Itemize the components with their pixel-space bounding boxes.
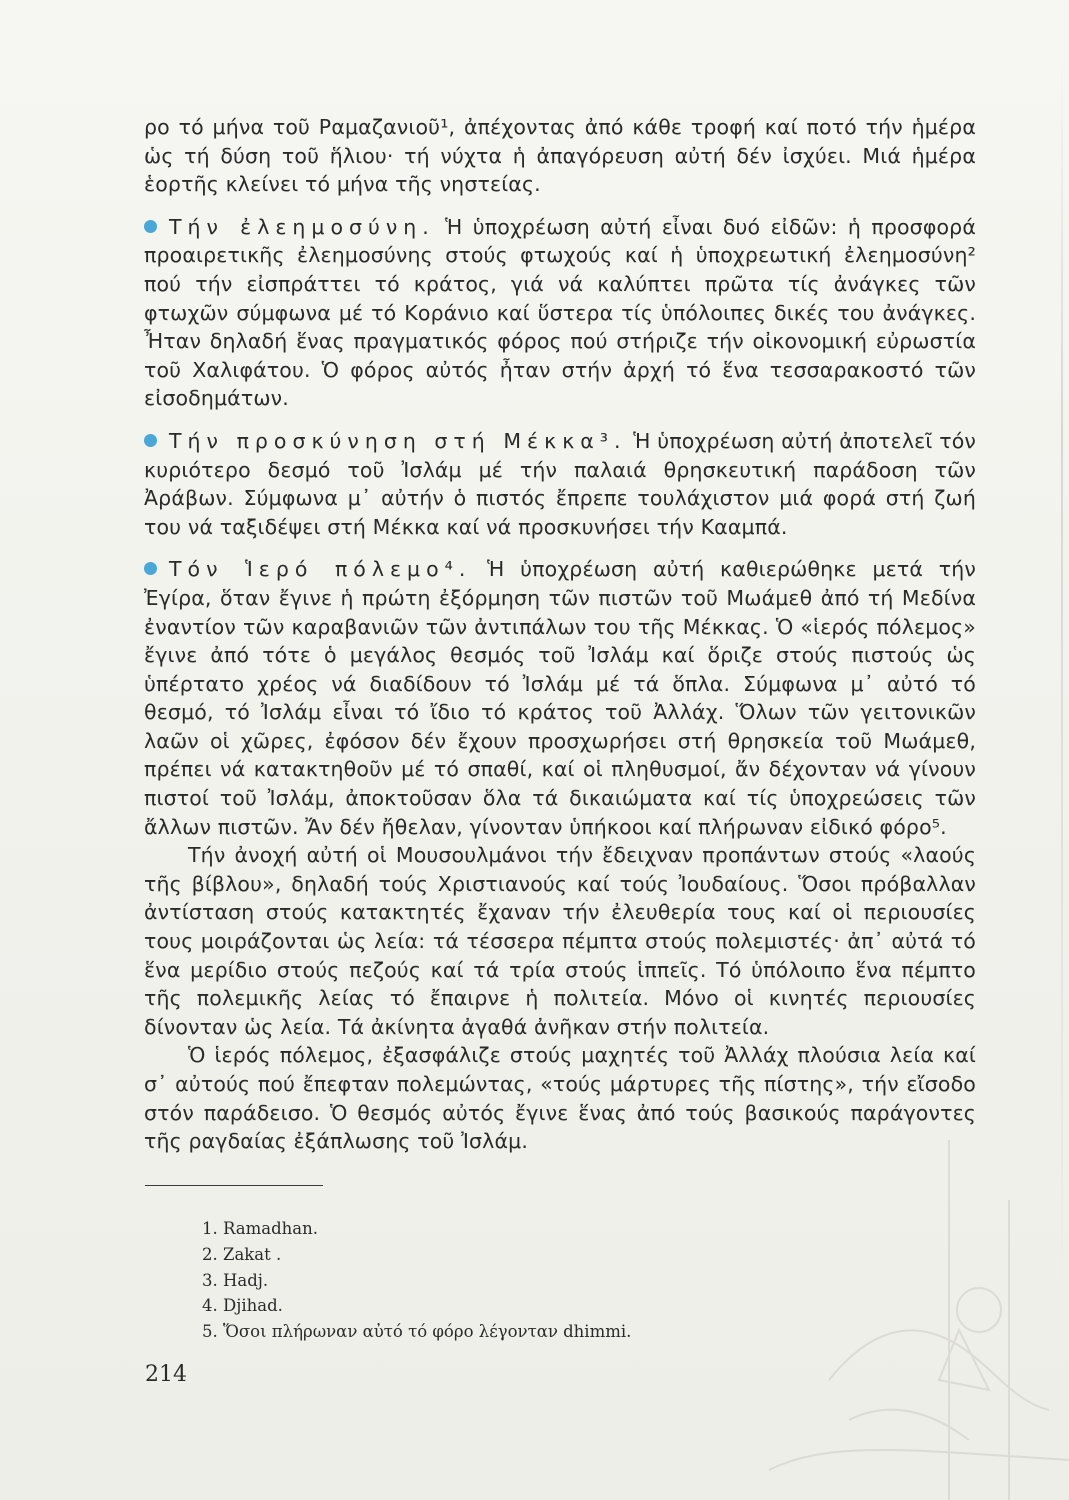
fasting-paragraph: ρο τό μήνα τοῦ Ραμαζανιοῦ¹, ἀπέχοντας ἀπό κάθε τροφή καί ποτό τήν ἡμέρα ὡς τή δύση τοῦ ἥλιου· τή νύχτα ἡ ἀπαγόρευση αὐτή δέν ἰσχύει. Μιά ἡμέρα ἑορτῆς κλείνει τό μήνα τῆς νηστείας. bbox=[144, 115, 976, 197]
footnote: 1. Ramadhan. bbox=[202, 1219, 319, 1238]
page-edge-shadow bbox=[1061, 60, 1063, 1300]
footnote: 2. Zakat . bbox=[202, 1244, 282, 1264]
holy-war-paragraph: Ὁ ἱερός πόλεμος, ἐξασφάλιζε στούς μαχητές τοῦ Ἀλλάχ πλούσια λεία καί σ᾽ αὐτούς πού ἔπεφταν πολεμώντας, «τούς μάρτυρες τῆς πίστης», τήν εἴσοδο στόν παράδεισο. Ὁ θεσμός αὐτός ἔγινε ἕνας ἀπό τούς βασικούς παράγοντες τῆς ραγδαίας ἐξάπλωσης τοῦ Ἰσλάμ. bbox=[144, 1043, 976, 1154]
main-text bbox=[144, 113, 976, 1156]
footnote: 3. Hadj. bbox=[202, 1270, 269, 1290]
footnote: 5. Ὅσοι πλήρωναν αὐτό τό φόρο λέγονταν dhimmi. bbox=[202, 1322, 632, 1342]
page-number: 214 bbox=[145, 1362, 187, 1387]
duty-title: Τήν ἐλεημοσύνη. bbox=[169, 214, 435, 239]
duty-title: Τήν προσκύνηση στή Μέκκα³. bbox=[169, 428, 627, 453]
bullet-icon bbox=[144, 562, 157, 575]
duty-title: Τόν Ἱερό πόλεμο⁴. bbox=[169, 557, 472, 582]
faded-illustration-watermark bbox=[649, 1080, 1069, 1500]
bullet-icon bbox=[144, 220, 157, 233]
duty-holy-war bbox=[144, 555, 976, 841]
tolerance-paragraph: Τήν ἀνοχή αὐτή οἱ Μουσουλμάνοι τήν ἔδειχναν προπάντων στούς «λαούς τῆς βίβλου», δηλαδή τούς Χριστιανούς καί τούς Ἰουδαίους. Ὅσοι πρόβαλλαν ἀντίσταση στούς κατακτητές ἔχαναν τήν ἐλευθερία τους καί οἱ περιουσίες τους μοιράζονται ὡς λεία: τά τέσσερα πέμπτα στούς πολεμιστές· ἀπ᾽ αὐτά τό ἕνα μερίδιο στούς πεζούς καί τά τρία στούς ἱππεῖς. Τό ὑπόλοιπο ἕνα πέμπτο τῆς πολεμικῆς λείας τό ἔπαιρνε ἡ πολιτεία. Μόνο οἱ κινητές περιουσίες δίνονταν ὡς λεία. Τά ἀκίνητα ἀγαθά ἀνῆκαν στήν πολιτεία. bbox=[144, 843, 976, 1039]
duty-text: Ἡ ὑποχρέωση αὐτή εἶναι δυό εἰδῶν: ἡ προσφορά προαιρετικῆς ἐλεημοσύνης στούς φτωχούς καί ἡ ὑποχρεωτική ἐλεημοσύνη² πού τήν εἰσπράττει τό κράτος, γιά νά καλύπτει πρῶτα τίς ἀνάγκες τῶν φτωχῶν σύμφωνα μέ τό Κοράνιο καί ὕστερα τίς ὑπόλοιπες δικές του ἀνάγκες. Ἦταν δηλαδή ἕνας πραγματικός φόρος πού στήριζε τήν οἰκονομική εὐρωστία τοῦ Χαλιφάτου. Ὁ φόρος αὐτός ἦταν στήν ἀρχή τό ἕνα τεσσαρακοστό τῶν εἰσοδημάτων. bbox=[144, 214, 977, 411]
duty-pilgrimage bbox=[144, 427, 976, 541]
duty-text: Ἡ ὑποχρέωση αὐτή καθιερώθηκε μετά τήν Ἐγίρα, ὅταν ἔγινε ἡ πρώτη ἐξόρμηση τῶν πιστῶν τοῦ Μωάμεθ ἀπό τή Μεδίνα ἐναντίον τῶν καραβανιῶν τῶν ἀντιπάλων του τῆς Μέκκας. Ὁ «ἱερός πόλεμος» ἔγινε ἀπό τότε ὁ μεγάλος θεσμός τοῦ Ἰσλάμ καί ὅριζε στούς πιστούς ὡς ὑπέρτατο χρέος νά διαδίδουν τό Ἰσλάμ μέ τά ὅπλα. Σύμφωνα μ᾽ αὐτό τό θεσμό, τό Ἰσλάμ εἶναι τό ἴδιο τό κράτος τοῦ Ἀλλάχ. Ὅλων τῶν γειτονικῶν λαῶν οἱ χῶρες, ἐφόσον δέν ἔχουν προσχωρήσει στή θρησκεία τοῦ Μωάμεθ, πρέπει νά κατακτηθοῦν μέ τό σπαθί, καί οἱ πληθυσμοί, ἄν δέχονταν νά γίνουν πιστοί τοῦ Ἰσλάμ, ἀποκτοῦσαν ὅλα τά δικαιώματα καί τίς ὑποχρεώσεις τῶν ἄλλων πιστῶν. Ἄν δέν ἤθελαν, γίνονταν ὑπήκοοι καί πλήρωναν εἰδικό φόρο⁵. bbox=[144, 557, 976, 839]
footnote: 4. Djihad. bbox=[202, 1296, 283, 1316]
footnotes bbox=[202, 1216, 631, 1345]
bullet-icon bbox=[144, 434, 157, 447]
footnote-divider bbox=[145, 1185, 323, 1186]
duty-text: Ἡ ὑποχρέωση αὐτή ἀποτελεῖ τόν κυριότερο δεσμό τοῦ Ἰσλάμ μέ τήν παλαιά θρησκευτική παράδοση τῶν Ἀράβων. Σύμφωνα μ᾽ αὐτήν ὁ πιστός ἔπρεπε τουλάχιστον μιά φορά στή ζωή του νά ταξιδέψει στή Μέκκα καί νά προσκυνήσει τήν Κααμπά. bbox=[144, 428, 976, 539]
duty-alms bbox=[144, 213, 976, 413]
